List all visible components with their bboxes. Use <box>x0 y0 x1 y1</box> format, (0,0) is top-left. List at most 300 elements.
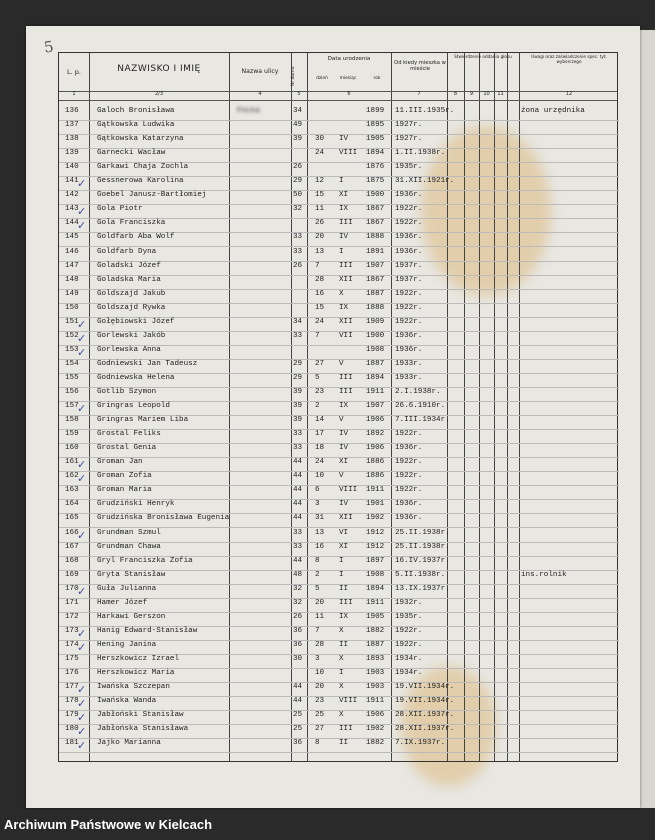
birth-month: II <box>339 640 349 649</box>
birth-month: II <box>339 739 349 748</box>
row-number: 167 <box>65 542 79 551</box>
birth-year: 1907 <box>366 261 385 270</box>
column-number: 10 <box>483 91 490 97</box>
resident-since: 11.III.1935r. <box>395 107 455 115</box>
birth-year: 1886 <box>366 472 385 481</box>
row-number: 158 <box>65 416 79 425</box>
resident-since: 5.II.1938r. <box>395 570 446 579</box>
birth-year: 1903 <box>366 683 385 692</box>
birth-year: 1882 <box>366 739 385 748</box>
person-name: Groman Jan <box>97 458 143 467</box>
birth-month: XI <box>339 542 349 551</box>
birth-year: 1912 <box>366 528 385 537</box>
birth-year: 1894 <box>366 149 385 158</box>
person-name: Grostal Feliks <box>97 430 161 439</box>
birth-day: 2 <box>315 402 320 411</box>
row-number: 146 <box>65 247 79 256</box>
house-number: 25 <box>293 725 303 734</box>
birth-year: 1902 <box>366 514 385 523</box>
col-house-header: Nr domu <box>291 66 296 86</box>
person-name: Herszkowicz Maria <box>97 669 175 677</box>
house-number: 26 <box>293 612 303 621</box>
row-number: 181 <box>65 739 79 748</box>
row-number: 164 <box>65 500 79 509</box>
checkmark-icon: ✓ <box>77 177 87 191</box>
birth-day: 8 <box>315 556 320 565</box>
birth-day: 15 <box>315 191 325 200</box>
birth-month: VIII <box>339 697 358 706</box>
resident-since: 25.II.1938r. <box>395 528 450 537</box>
birth-year: 1876 <box>366 163 385 172</box>
resident-since: 16.IV.1937r. <box>395 556 450 565</box>
birth-month: V <box>339 416 344 425</box>
person-name: Galoch Bronisława <box>97 107 175 115</box>
birth-month: III <box>339 261 353 270</box>
checkmark-icon: ✓ <box>77 725 87 739</box>
col-vote-header: Stwierdzenie oddania głosu <box>454 54 512 59</box>
column-number: 8 <box>453 91 458 97</box>
row-number: 178 <box>65 697 79 706</box>
house-number: 33 <box>293 528 303 537</box>
birth-month: V <box>339 472 344 481</box>
row-number: 148 <box>65 275 79 284</box>
resident-since: 1922r. <box>395 219 423 228</box>
resident-since: 1932r. <box>395 598 423 607</box>
person-name: Gątkowska Katarzyna <box>97 135 184 144</box>
birth-day: 23 <box>315 697 325 706</box>
resident-since: 1936r. <box>395 247 423 256</box>
birth-month: VIII <box>339 486 358 495</box>
birth-day: 31 <box>315 514 325 523</box>
house-number: 39 <box>293 388 303 396</box>
birth-year: 1887 <box>366 640 385 649</box>
row-number: 171 <box>65 598 79 607</box>
person-name: Goldszajd Rywka <box>97 303 166 312</box>
birth-month: XII <box>339 514 353 523</box>
col-since-header: Od kiedy mieszka w mieście <box>394 60 446 72</box>
row-number: 176 <box>65 669 79 677</box>
house-number: 39 <box>293 135 303 144</box>
row-number: 145 <box>65 233 79 242</box>
column-number: 12 <box>565 91 573 97</box>
birth-year: 1906 <box>366 416 385 425</box>
birth-day: 15 <box>315 303 325 312</box>
checkmark-icon: ✓ <box>77 711 87 725</box>
resident-since: 1922r. <box>395 303 423 312</box>
resident-since: 1936r. <box>395 233 423 242</box>
column-number: 4 <box>258 91 262 97</box>
resident-since: 1933r. <box>395 359 423 368</box>
row-number: 168 <box>65 556 79 565</box>
birth-year: 1901 <box>366 500 385 509</box>
birth-year: 1892 <box>366 430 385 439</box>
birth-day: 24 <box>315 149 325 158</box>
person-name: Gotlib Szymon <box>97 388 157 396</box>
person-name: Goldfarb Dyna <box>97 247 157 256</box>
resident-since: 1936r. <box>395 345 423 354</box>
checkmark-icon: ✓ <box>77 739 87 753</box>
birth-month: II <box>339 584 349 593</box>
person-name: Grundman Chawa <box>97 542 161 551</box>
birth-year: 1906 <box>366 711 385 720</box>
resident-since: 1936r. <box>395 500 423 509</box>
resident-since: 19.VII.1934r. <box>395 683 455 692</box>
person-name: Groman Zofia <box>97 472 152 481</box>
birth-year: 1900 <box>366 331 385 340</box>
birth-month: I <box>339 556 344 565</box>
house-number: 49 <box>293 121 303 130</box>
resident-since: 1936r. <box>395 444 423 453</box>
birth-year: 1893 <box>366 654 385 663</box>
birth-month: X <box>339 683 344 692</box>
birth-day: 30 <box>315 135 325 144</box>
resident-since: 1922r. <box>395 289 423 298</box>
checkmark-icon: ✓ <box>77 528 87 542</box>
birth-month: IX <box>339 205 349 214</box>
birth-month: III <box>339 388 353 396</box>
house-number: 36 <box>293 626 303 635</box>
person-name: Jabłońska Stanisława <box>97 725 189 734</box>
house-number: 33 <box>293 430 303 439</box>
house-number: 33 <box>293 444 303 453</box>
resident-since: 1934r. <box>395 669 423 677</box>
resident-since: 7.III.1934r. <box>395 416 450 425</box>
checkmark-icon: ✓ <box>77 683 87 697</box>
birth-month: I <box>339 570 344 579</box>
checkmark-icon: ✓ <box>77 697 87 711</box>
resident-since: 25.II.1938r. <box>395 542 450 551</box>
resident-since: 1922r. <box>395 458 423 467</box>
house-number: 34 <box>293 107 303 115</box>
column-number: 2/3 <box>154 91 164 97</box>
row-number: 151 <box>65 317 79 326</box>
birth-month: IV <box>339 135 349 144</box>
house-number: 39 <box>293 416 303 425</box>
person-name: Hamer Józef <box>97 598 148 607</box>
resident-since: 1936r. <box>395 191 423 200</box>
birth-year: 1882 <box>366 626 385 635</box>
birth-month: X <box>339 654 344 663</box>
checkmark-icon: ✓ <box>77 458 87 472</box>
person-name: Gątkowska Ludwika <box>97 121 175 130</box>
birth-day: 13 <box>315 528 325 537</box>
resident-since: 28.XII.1937r. <box>395 711 455 720</box>
row-number: 163 <box>65 486 79 495</box>
resident-since: 1937r. <box>395 275 423 284</box>
birth-day: 3 <box>315 500 320 509</box>
resident-since: 1927r. <box>395 121 423 130</box>
birth-month: IV <box>339 233 349 242</box>
birth-year: 1911 <box>366 697 385 706</box>
birth-year: 1911 <box>366 598 385 607</box>
page-number: 5 <box>42 37 55 57</box>
birth-day: 8 <box>315 739 320 748</box>
birth-year: 1888 <box>366 303 385 312</box>
checkmark-icon: ✓ <box>77 472 87 486</box>
person-name: Gryta Stanisław <box>97 570 166 579</box>
col-name-header: NAZWISKO I IMIĘ <box>117 64 201 74</box>
row-note: żona urzędnika <box>521 107 585 115</box>
birth-day: 5 <box>315 584 320 593</box>
row-number: 162 <box>65 472 79 481</box>
person-name: Gryl Franciszka Zofia <box>97 556 193 565</box>
birth-day: 17 <box>315 430 325 439</box>
person-name: Gola Franciszka <box>97 219 166 228</box>
row-number: 179 <box>65 711 79 720</box>
row-number: 137 <box>65 121 79 130</box>
birth-day: 13 <box>315 247 325 256</box>
birth-day: 18 <box>315 444 325 453</box>
birth-year: 1906 <box>366 444 385 453</box>
person-name: Gringras Mariem Liba <box>97 416 189 425</box>
resident-since: 1922r. <box>395 317 423 326</box>
birth-day: 16 <box>315 542 325 551</box>
person-name: Goldfarb Aba Wolf <box>97 233 175 242</box>
birth-day: 7 <box>315 626 320 635</box>
row-number: 143 <box>65 205 79 214</box>
row-number: 165 <box>65 514 79 523</box>
birth-day: 12 <box>315 177 325 186</box>
row-number: 142 <box>65 191 79 200</box>
resident-since: 1.II.1938r. <box>395 149 446 158</box>
birth-month: I <box>339 669 344 677</box>
house-number: 29 <box>293 373 303 382</box>
person-name: Grostal Genia <box>97 444 157 453</box>
house-number: 44 <box>293 472 303 481</box>
checkmark-icon: ✓ <box>77 640 87 654</box>
column-number: 11 <box>497 91 504 97</box>
birth-day: 20 <box>315 598 325 607</box>
street-name: Focka <box>237 107 260 115</box>
birth-year: 1894 <box>366 373 385 382</box>
birth-month: VI <box>339 528 349 537</box>
person-name: Goladski Józef <box>97 261 161 270</box>
birth-day: 26 <box>315 219 325 228</box>
resident-since: 1935r. <box>395 612 423 621</box>
table-row <box>59 735 619 752</box>
house-number: 44 <box>293 486 303 495</box>
birth-month: III <box>339 598 353 607</box>
birth-year: 1900 <box>366 191 385 200</box>
house-number: 44 <box>293 683 303 692</box>
birth-year: 1911 <box>366 388 385 396</box>
birth-year: 1894 <box>366 584 385 593</box>
row-number: 149 <box>65 289 79 298</box>
page-fold <box>638 30 655 808</box>
birth-year: 1867 <box>366 275 385 284</box>
birth-day: 10 <box>315 669 325 677</box>
resident-since: 1922r. <box>395 430 423 439</box>
house-number: 44 <box>293 514 303 523</box>
birth-month: XII <box>339 317 353 326</box>
resident-since: 1936r. <box>395 331 423 340</box>
birth-month: VIII <box>339 149 358 158</box>
house-number: 50 <box>293 191 303 200</box>
col-year-header: rok <box>373 76 381 81</box>
row-number: 172 <box>65 612 79 621</box>
row-number: 175 <box>65 654 79 663</box>
house-number: 29 <box>293 177 303 186</box>
birth-month: III <box>339 725 353 734</box>
row-number: 156 <box>65 388 79 396</box>
person-name: Grundman Szmul <box>97 528 161 537</box>
birth-day: 7 <box>315 261 320 270</box>
resident-since: 1936r. <box>395 514 423 523</box>
resident-since: 1922r. <box>395 472 423 481</box>
row-number: 174 <box>65 640 79 649</box>
resident-since: 28.XII.1937r. <box>395 725 455 734</box>
row-number: 166 <box>65 528 79 537</box>
checkmark-icon: ✓ <box>77 345 87 359</box>
birth-day: 14 <box>315 416 325 425</box>
person-name: Grudziński Henryk <box>97 500 175 509</box>
birth-month: X <box>339 711 344 720</box>
house-number: 33 <box>293 233 303 242</box>
house-number: 32 <box>293 598 303 607</box>
resident-since: 1934r. <box>395 654 423 663</box>
row-number: 138 <box>65 135 79 144</box>
person-name: Goladska Maria <box>97 275 161 284</box>
house-number: 44 <box>293 556 303 565</box>
birth-year: 1905 <box>366 612 385 621</box>
birth-year: 1887 <box>366 359 385 368</box>
house-number: 33 <box>293 542 303 551</box>
birth-year: 1891 <box>366 247 385 256</box>
birth-month: IV <box>339 444 349 453</box>
resident-since: 1922r. <box>395 640 423 649</box>
row-number: 177 <box>65 683 79 692</box>
birth-year: 1907 <box>366 402 385 411</box>
birth-day: 11 <box>315 205 325 214</box>
resident-since: 1933r. <box>395 373 423 382</box>
birth-year: 1895 <box>366 121 385 130</box>
column-number: 5 <box>297 91 301 97</box>
checkmark-icon: ✓ <box>77 219 87 233</box>
row-number: 152 <box>65 331 79 340</box>
birth-year: 1886 <box>366 458 385 467</box>
birth-year: 1911 <box>366 486 385 495</box>
column-number: 7 <box>417 91 421 97</box>
checkmark-icon: ✓ <box>77 584 87 598</box>
resident-since: 19.VII.1934r. <box>395 697 455 706</box>
birth-month: IX <box>339 303 349 312</box>
row-divider <box>59 752 619 753</box>
birth-day: 16 <box>315 289 325 298</box>
resident-since: 1935r. <box>395 163 423 172</box>
resident-since: 1922r. <box>395 486 423 495</box>
column-number: 9 <box>469 91 474 97</box>
row-number: 155 <box>65 373 79 382</box>
birth-day: 24 <box>315 458 325 467</box>
birth-year: 1902 <box>366 725 385 734</box>
house-number: 25 <box>293 711 303 720</box>
checkmark-icon: ✓ <box>77 626 87 640</box>
voter-register-table <box>58 52 618 762</box>
row-number: 144 <box>65 219 79 228</box>
birth-day: 23 <box>315 388 325 396</box>
row-number: 157 <box>65 402 79 411</box>
row-number: 173 <box>65 626 79 635</box>
col-day-header: dzień <box>316 76 328 81</box>
column-number: 6 <box>347 91 351 97</box>
resident-since: 1927r. <box>395 135 423 144</box>
house-number: 48 <box>293 570 303 579</box>
person-name: Gringras Leopold <box>97 402 170 411</box>
resident-since: 1937r. <box>395 261 423 270</box>
house-number: 39 <box>293 402 303 411</box>
birth-month: XII <box>339 275 353 284</box>
birth-day: 27 <box>315 359 325 368</box>
birth-month: XI <box>339 458 349 467</box>
birth-year: 1903 <box>366 669 385 677</box>
house-number: 32 <box>293 205 303 214</box>
birth-day: 27 <box>315 725 325 734</box>
resident-since: 2.I.1938r. <box>395 388 441 396</box>
person-name: Hening Janina <box>97 640 157 649</box>
resident-since: 1922r. <box>395 205 423 214</box>
person-name: Jabłoński Stanisław <box>97 711 184 720</box>
birth-month: III <box>339 373 353 382</box>
person-name: Gola Piotr <box>97 205 143 214</box>
birth-day: 6 <box>315 486 320 495</box>
birth-month: IV <box>339 500 349 509</box>
col-notes-header: Uwagi oraz zaświadczenie spec. tyt. wyborczego <box>531 54 607 64</box>
person-name: Hanig Edward-Stanisław <box>97 626 198 635</box>
row-note: ins.rolnik <box>521 570 567 579</box>
archive-footer <box>0 810 655 840</box>
birth-year: 1908 <box>366 570 385 579</box>
row-number: 136 <box>65 107 79 115</box>
resident-since: 31.XII.1921r. <box>395 177 455 186</box>
person-name: Gessnerowa Karolina <box>97 177 184 186</box>
birth-day: 7 <box>315 331 320 340</box>
birth-year: 1899 <box>366 107 385 115</box>
birth-day: 25 <box>315 711 325 720</box>
row-number: 141 <box>65 177 79 186</box>
person-name: Goebel Janusz-Bartłomiej <box>97 191 207 200</box>
birth-month: I <box>339 247 344 256</box>
birth-month: XI <box>339 191 349 200</box>
person-name: Grudzińska Bronisława Eugenia <box>97 514 230 523</box>
row-number: 147 <box>65 261 79 270</box>
resident-since: 13.IX.1937r. <box>395 584 450 593</box>
col-street-header: Nazwa ulicy <box>241 68 279 75</box>
house-number: 29 <box>293 359 303 368</box>
person-name: Harkawi Gerszon <box>97 612 166 621</box>
house-number: 36 <box>293 739 303 748</box>
person-name: Gorlewska Anna <box>97 345 161 354</box>
archive-name: Archiwum Państwowe w Kielcach <box>4 817 213 832</box>
birth-day: 3 <box>315 654 320 663</box>
checkmark-icon: ✓ <box>77 317 87 331</box>
house-number: 33 <box>293 247 303 256</box>
birth-month: X <box>339 289 344 298</box>
row-number: 150 <box>65 303 79 312</box>
birth-day: 20 <box>315 683 325 692</box>
house-number: 44 <box>293 500 303 509</box>
birth-year: 1887 <box>366 289 385 298</box>
birth-day: 2 <box>315 570 320 579</box>
house-number: 34 <box>293 317 303 326</box>
birth-year: 1875 <box>366 177 385 186</box>
column-number: 1 <box>72 91 76 97</box>
birth-year: 1908 <box>366 345 385 354</box>
birth-month: V <box>339 359 344 368</box>
resident-since: 26.6.1910r. <box>395 402 446 411</box>
col-month-header: miesiąc <box>339 76 357 81</box>
house-number: 44 <box>293 458 303 467</box>
person-name: Godniewska Helena <box>97 373 175 382</box>
